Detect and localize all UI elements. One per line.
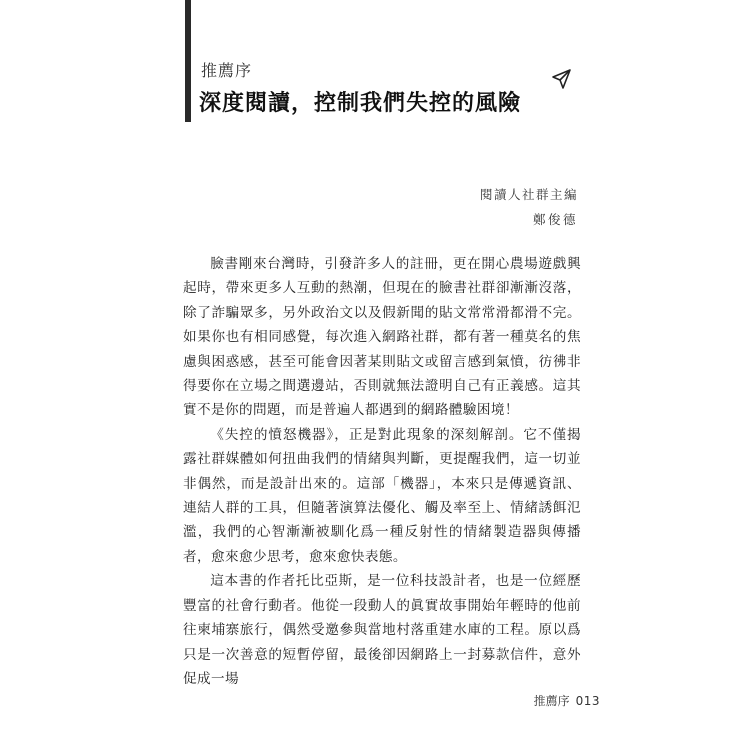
paragraph: 臉書剛來台灣時，引發許多人的註冊，更在開心農場遊戲興起時，帶來更多人互動的熱潮，但現在的臉書社群卻漸漸沒落，除了詐騙眾多，另外政治文以及假新聞的貼文常常滑都滑不完。如果你也有相同感覺，每次進入網路社群，都有著一種莫名的焦慮與困惑感，甚至可能會因著某則貼文或留言感到氣憤，彷彿非得要你在立場之間選邊站，否則就無法證明自己有正義感。這其實不是你的問題，而是普遍人都遇到的網路體驗困境！ xyxy=(183,256,581,419)
paper-plane-icon xyxy=(550,68,574,92)
author-role: 閱讀人社群主編 xyxy=(479,187,578,202)
page-number: 013 xyxy=(575,694,600,708)
chapter-title: 深度閱讀，控制我們失控的風險 xyxy=(199,90,522,116)
paragraph: 這本書的作者托比亞斯，是一位科技設計者，也是一位經歷豐富的社會行動者。他從一段動人的眞實故事開始年輕時的他前往柬埔寨旅行，偶然受邀參與當地村落重建水庫的工程。原以爲只是一次善意的短暫停留，最後卻因網路上一封募款信件，意外促成一場 xyxy=(183,573,581,687)
header-accent-bar xyxy=(185,0,191,122)
author-name: 鄭俊德 xyxy=(532,212,578,227)
paragraph: 《失控的憤怒機器》，正是對此現象的深刻解剖。它不僅揭露社群媒體如何扭曲我們的情緒與判斷，更提醒我們，這一切並非偶然，而是設計出來的。這部「機器」，本來只是傳遞資訊、連結人群的工具，但隨著演算法優化、觸及率至上、情緒誘餌氾濫，我們的心智漸漸被馴化爲一種反射性的情緒製造器與傳播者，愈來愈少思考，愈來愈快表態。 xyxy=(183,426,581,565)
body-text xyxy=(183,252,581,691)
page-footer xyxy=(534,692,600,709)
footer-section: 推薦序 xyxy=(533,694,570,708)
section-label: 推薦序 xyxy=(201,61,253,80)
